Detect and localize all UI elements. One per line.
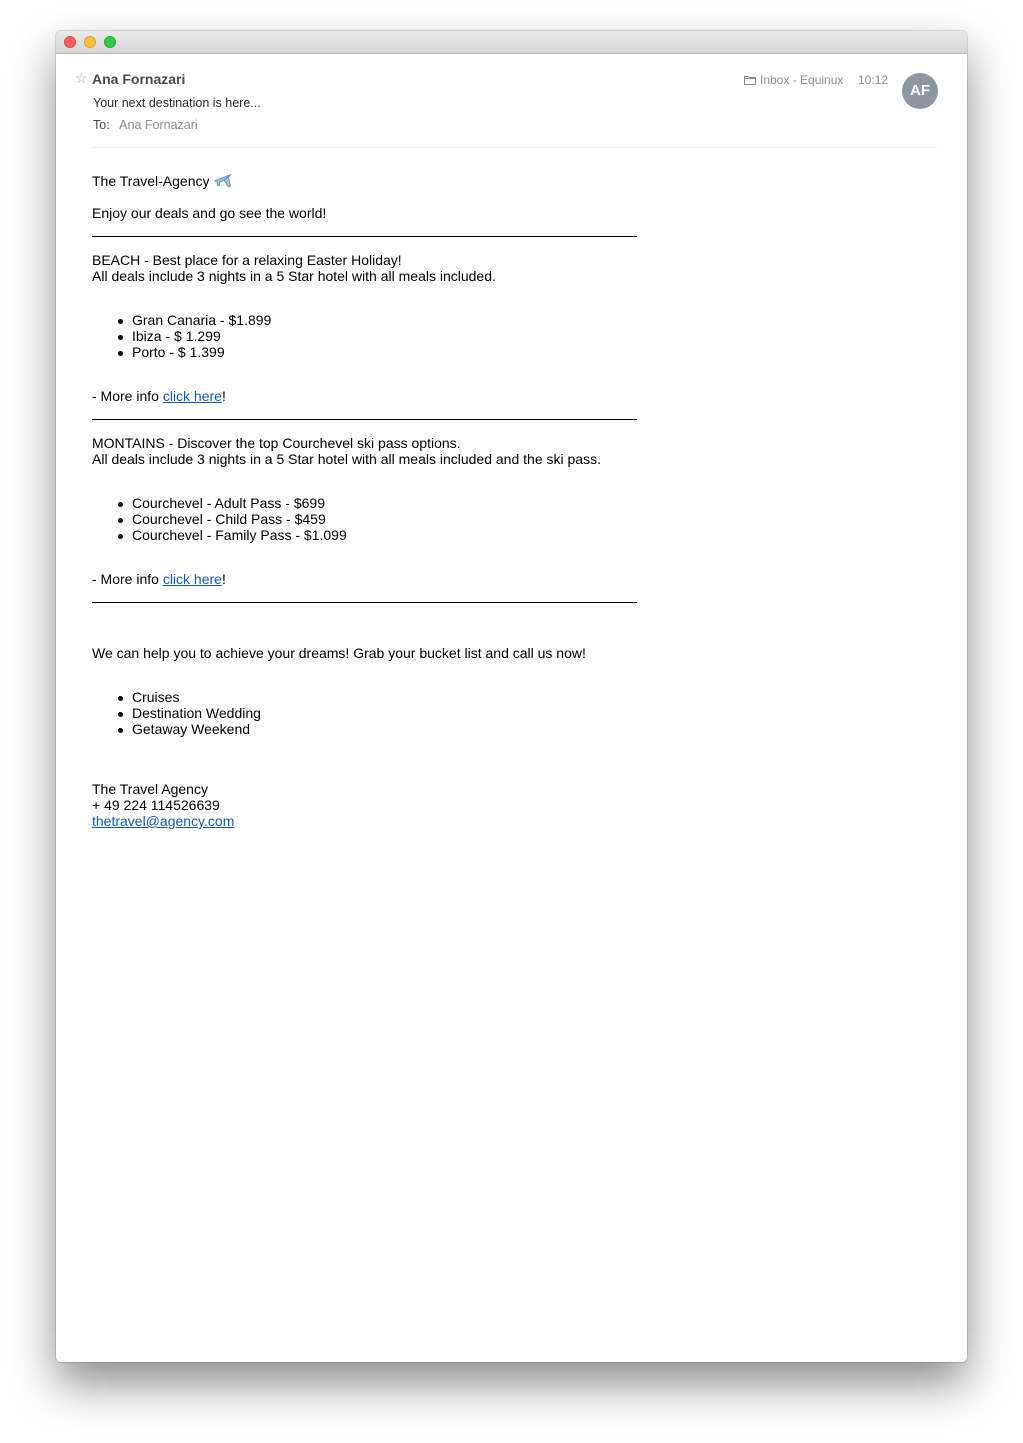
mail-window	[56, 31, 967, 1362]
tagline: Enjoy our deals and go see the world!	[92, 205, 327, 221]
signature-name: The Travel Agency	[92, 781, 208, 797]
list-item: Cruises	[132, 689, 932, 705]
mountains-subtext: All deals include 3 nights in a 5 Star hotel with all meals included and the ski pass.	[92, 451, 601, 467]
folder-label: Inbox - Equinux	[760, 73, 844, 87]
list-item: Destination Wedding	[132, 705, 932, 721]
to-label: To:	[93, 118, 110, 132]
signature-email-link[interactable]: thetravel@agency.com	[92, 813, 235, 829]
avatar[interactable]: AF	[902, 73, 938, 109]
mountains-more-info	[92, 571, 932, 587]
header-divider	[92, 147, 937, 148]
section-divider	[92, 601, 637, 603]
sender-name[interactable]: Ana Fornazari	[92, 71, 186, 87]
mountains-deals-list	[92, 495, 932, 543]
services-list	[92, 689, 932, 737]
beach-more-info	[92, 388, 932, 404]
dreams-text: We can help you to achieve your dreams! Grab your bucket list and call us now!	[92, 645, 586, 661]
more-info-label: - More info	[92, 571, 163, 587]
star-icon[interactable]: ☆	[75, 71, 88, 87]
beach-heading: BEACH - Best place for a relaxing Easter Holiday!	[92, 252, 402, 268]
message-body	[92, 171, 932, 829]
list-item: Gran Canaria - $1.899	[132, 312, 932, 328]
beach-deals-list	[92, 312, 932, 360]
more-info-suffix: !	[221, 388, 226, 404]
list-item: Courchevel - Family Pass - $1.099	[132, 527, 932, 543]
section-divider	[92, 418, 637, 420]
brand-line	[92, 171, 932, 189]
beach-subtext: All deals include 3 nights in a 5 Star hotel with all meals included.	[92, 268, 496, 284]
list-item: Courchevel - Child Pass - $459	[132, 511, 932, 527]
list-item: Courchevel - Adult Pass - $699	[132, 495, 932, 511]
message-time: 10:12	[858, 73, 889, 87]
minimize-window-button[interactable]	[84, 36, 96, 48]
mountains-heading: MONTAINS - Discover the top Courchevel ski pass options.	[92, 435, 461, 451]
title-bar[interactable]	[56, 31, 967, 54]
recipient-name[interactable]: Ana Fornazari	[119, 118, 198, 132]
mailbox-folder[interactable]	[744, 72, 843, 88]
recipient-row	[93, 117, 198, 133]
signature-phone: + 49 224 114526639	[92, 797, 220, 813]
airplane-icon	[213, 171, 233, 189]
maximize-window-button[interactable]	[104, 36, 116, 48]
more-info-label: - More info	[92, 388, 163, 404]
message-header	[56, 54, 967, 149]
list-item: Getaway Weekend	[132, 721, 932, 737]
list-item: Porto - $ 1.399	[132, 344, 932, 360]
subject-line: Your next destination is here...	[93, 96, 261, 110]
section-divider	[92, 235, 637, 237]
more-info-suffix: !	[221, 571, 226, 587]
mountains-click-here-link[interactable]: click here	[162, 571, 222, 587]
list-item: Ibiza - $ 1.299	[132, 328, 932, 344]
beach-click-here-link[interactable]: click here	[162, 388, 222, 404]
folder-icon	[744, 75, 756, 85]
close-window-button[interactable]	[64, 36, 76, 48]
brand-name: The Travel-Agency	[92, 173, 210, 189]
